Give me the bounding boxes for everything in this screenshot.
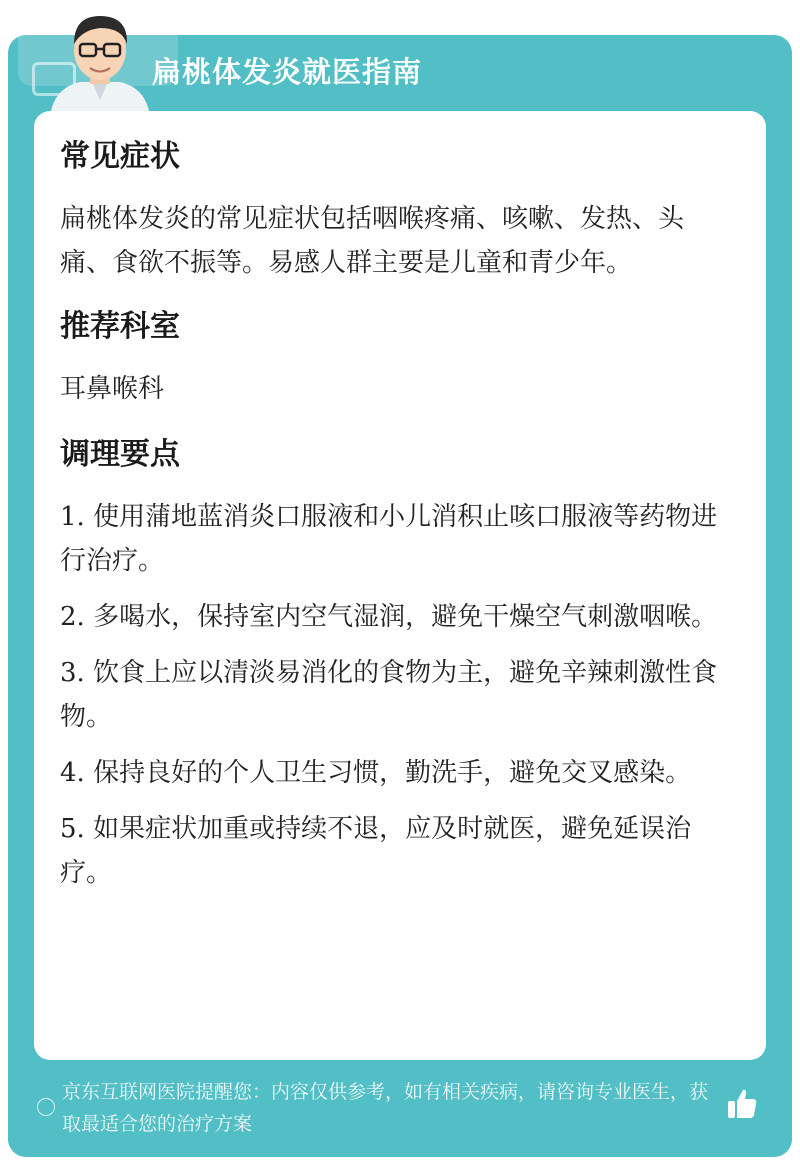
page-title: 扁桃体发炎就医指南 <box>152 55 423 89</box>
care-item-text: 使用蒲地蓝消炎口服液和小儿消积止咳口服液等药物进行治疗。 <box>60 502 718 576</box>
doctor-avatar-icon <box>40 8 160 116</box>
care-item-text: 饮食上应以清淡易消化的食物为主，避免辛辣刺激性食物。 <box>60 658 718 732</box>
care-item <box>60 807 730 895</box>
content-card <box>34 111 766 1060</box>
department-title: 推荐科室 <box>60 309 180 344</box>
care-item-number: 4. <box>60 758 85 788</box>
thumbs-up-icon[interactable] <box>724 1086 760 1122</box>
footer-disclaimer: 京东互联网医院提醒您：内容仅供参考，如有相关疾病，请咨询专业医生，获取最适合您的治疗方案 <box>62 1081 709 1135</box>
care-item-number: 5. <box>60 814 85 844</box>
info-icon <box>37 1098 55 1116</box>
care-item <box>60 651 730 739</box>
symptoms-title: 常见症状 <box>60 139 180 174</box>
care-item-text: 如果症状加重或持续不退，应及时就医，避免延误治疗。 <box>60 814 692 888</box>
care-item-number: 2. <box>60 602 85 632</box>
card-content <box>60 135 730 907</box>
care-title: 调理要点 <box>60 437 180 472</box>
care-item <box>60 595 730 639</box>
care-item-text: 多喝水，保持室内空气湿润，避免干燥空气刺激咽喉。 <box>84 602 718 632</box>
care-item-number: 3. <box>60 658 85 688</box>
care-item-number: 1. <box>60 502 85 532</box>
department-text: 耳鼻喉科 <box>60 374 165 404</box>
care-item <box>60 495 730 583</box>
care-item <box>60 751 730 795</box>
symptoms-text: 扁桃体发炎的常见症状包括咽喉疼痛、咳嗽、发热、头痛、食欲不振等。易感人群主要是儿童和青少年。 <box>60 204 685 278</box>
care-item-text: 保持良好的个人卫生习惯，勤洗手，避免交叉感染。 <box>84 758 692 788</box>
